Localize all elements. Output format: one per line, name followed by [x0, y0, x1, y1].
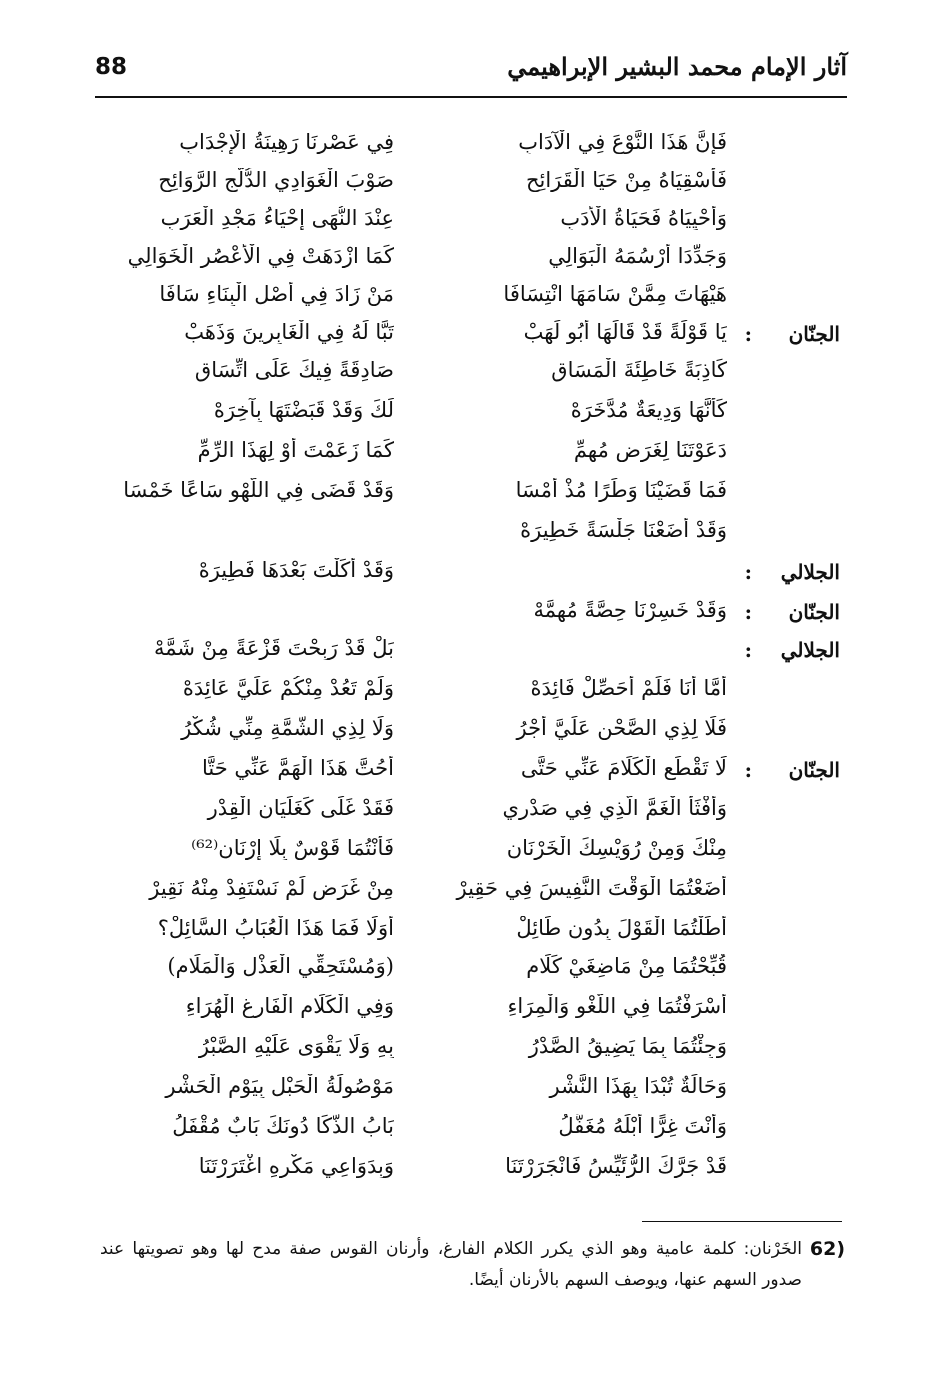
poem-line — [0, 202, 942, 242]
verse-second-hemistich: وَفِي الْكَلَامِ الْفَارِغِ الْهُرَاءِ — [185, 994, 394, 1018]
verse-second-hemistich: فَقَدْ غَلَى كَغَلَيَانِ الْقِدْرِ — [207, 796, 394, 820]
footnote-number: 62) — [809, 1238, 845, 1260]
verse-first-hemistich: وَأَنْتَ غِرًّا أَبْلَهُ مُغَفَّلُ — [558, 1114, 727, 1138]
verse-first-hemistich: أَطَلْتُمَا الْقَوْلَ بِدُونِ طَائِلْ — [516, 916, 727, 940]
verse-first-hemistich: أَضَعْتُمَا الْوَقْتَ النَّفِيسَ فِي حَقِيرْ — [456, 876, 727, 900]
verse-second-hemistich: مِنْ غَرَضٍ لَمْ نَسْتَفِدْ مِنْهُ نَقِيرْ — [149, 876, 394, 900]
verse-second-hemistich: فَأَنْتُمَا قَوْسٌ بِلَا إِرْنَانِ⁽⁶²⁾ — [191, 836, 394, 860]
speaker-colon: : — [744, 322, 752, 346]
verse-first-hemistich: كَاذِبَةً خَاطِئَةَ الْمَسَاقِ — [551, 358, 727, 382]
poem-line — [0, 1030, 942, 1070]
verse-second-hemistich: بِهِ وَلَا يَقْوَى عَلَيْهِ الصَّبْرُ — [198, 1034, 394, 1058]
verse-second-hemistich: صَادِقَةً فِيكَ عَلَى اتِّسَاقِ — [194, 358, 394, 382]
verse-second-hemistich: تَبًّا لَهُ فِي الْغَابِرِينَ وَذَهَبْ — [184, 320, 394, 344]
verse-second-hemistich: كَمَا زَعَمْتَ أَوْ لِهَذَا الرِّمِّ — [197, 438, 394, 462]
verse-first-hemistich: قَدْ جَرَّكَ الرُّئَيِّسُ فَانْجَرَرْتَنَا — [505, 1154, 727, 1178]
verse-first-hemistich: فَأَسْقِيَاهُ مِنْ حَيَا الْقَرَائِحِ — [525, 168, 727, 192]
verse-second-hemistich: وَلَا لِذِي الشَّمَّةِ مِنِّي شُكْرُ — [181, 716, 394, 740]
speaker-name: الجنّان — [788, 758, 840, 782]
verse-first-hemistich: وَقَدْ أَضَعْنَا جَلْسَةً خَطِيرَهْ — [520, 518, 727, 542]
poem-line — [0, 594, 942, 634]
poem-line — [0, 126, 942, 166]
verse-first-hemistich: وَجَدِّدَا أَرْسُمَهُ الْبَوَالِي — [548, 244, 727, 268]
verse-first-hemistich: وَأَفْثَأَ الْغَمَّ الَّذِي فِي صَدْرِي — [502, 796, 727, 820]
speaker-name: الجنّان — [788, 322, 840, 346]
poem-line — [0, 672, 942, 712]
speaker-name: الجلالي — [780, 638, 840, 662]
poem-line — [0, 514, 942, 554]
speaker-name: الجلالي — [780, 560, 840, 584]
poem-line — [0, 1110, 942, 1150]
verse-first-hemistich: فَمَا قَضَيْنَا وَطَرًا مُذْ أَمْسَا — [515, 478, 727, 502]
verse-first-hemistich: لَا تَقْطَعِ الْكَلَامَ عَنِّي حَتَّى — [520, 756, 727, 780]
verse-first-hemistich: فَإِنَّ هَذَا النَّوْعَ فِي الْآدَابِ — [518, 130, 727, 154]
verse-first-hemistich: هَيْهَاتَ مِمَّنْ سَامَهَا انْتِسَافَا — [503, 282, 727, 306]
poem-line — [0, 792, 942, 832]
verse-second-hemistich: مَوْصُولَةُ الْحَبْلِ بِيَوْمِ الْحَشْرِ — [165, 1074, 394, 1098]
poem-line — [0, 632, 942, 672]
poem-line — [0, 394, 942, 434]
verse-first-hemistich: وَأَحْيِيَاهُ فَحَيَاةُ الْأَدَبِ — [560, 206, 727, 230]
poem-line — [0, 872, 942, 912]
poem-line — [0, 278, 942, 318]
verse-second-hemistich: مَنْ زَادَ فِي أَصْلِ الْبِنَاءِ سَافَا — [159, 282, 394, 306]
speaker-colon: : — [744, 560, 752, 584]
speaker-colon: : — [744, 638, 752, 662]
poem-line — [0, 832, 942, 872]
poem-line — [0, 752, 942, 792]
verse-first-hemistich: وَحَالَةٌ تُبْدَا بِهَذَا النَّشْرِ — [549, 1074, 727, 1098]
verse-second-hemistich: صَوْبَ الْغَوَادِي الدُّلَّجِ الرَّوَائِحِ — [158, 168, 394, 192]
verse-first-hemistich: أَمَّا أَنَا فَلَمْ أُحَصِّلْ فَائِدَهْ — [530, 676, 727, 700]
poem-body — [0, 98, 942, 1208]
poem-line — [0, 474, 942, 514]
verse-second-hemistich: بَلْ قَدْ رَبِحْتَ قَزْعَةً مِنْ شَمَّهْ — [154, 636, 394, 660]
verse-second-hemistich: وَلَمْ تَعُدْ مِنْكُمْ عَلَيَّ عَائِدَهْ — [182, 676, 394, 700]
verse-first-hemistich: كَأَنَّهَا وَدِيعَةٌ مُدَّخَرَهْ — [570, 398, 727, 422]
verse-first-hemistich: مِنْكَ وَمِنْ رُوَيْسِكَ الْخَرْنَانِ — [506, 836, 727, 860]
page-number: 88 — [95, 54, 128, 80]
verse-second-hemistich: وَبِدَوَاعِي مَكْرِهِ اغْتَرَرْتَنَا — [198, 1154, 394, 1178]
verse-second-hemistich: كَمَا ازْدَهَتْ فِي الْأَعْصُرِ الْخَوَالِي — [127, 244, 394, 268]
poem-line — [0, 990, 942, 1030]
poem-line — [0, 1070, 942, 1110]
verse-second-hemistich: (وَمُسْتَحِقِّي الْعَذْلِ وَالْمَلَامِ) — [167, 954, 394, 978]
verse-second-hemistich: عِنْدَ النُّهَى إِحْيَاءُ مَجْدِ الْعَرَبِ — [160, 206, 394, 230]
verse-second-hemistich: بَابُ الذَّكَا دُونَكَ بَابٌ مُقْفَلُ — [172, 1114, 394, 1138]
poem-line — [0, 912, 942, 952]
poem-line — [0, 316, 942, 356]
speaker-colon: : — [744, 758, 752, 782]
poem-line — [0, 554, 942, 594]
verse-first-hemistich: فَلَا لِذِي الصَّحْنِ عَلَيَّ أَجْرُ — [516, 716, 727, 740]
page-header — [95, 40, 847, 98]
verse-second-hemistich: لَكَ وَقَدْ قَبَضْتَهَا بِآخِرَهْ — [213, 398, 394, 422]
footnote-text: الخَرْنان: كلمة عامية وهو الذي يكرر الكلام الفارغ، وأرنان القوس صفة مدح لها وهو تصويتها عند صدور السهم عنها، ويوصف السهم بالأرنان أيضًا. — [100, 1239, 802, 1290]
verse-second-hemistich: فِي عَصْرِنَا رَهِينَةُ الْإِجْدَابِ — [179, 130, 394, 154]
running-title: آثار الإمام محمد البشير الإبراهيمي — [507, 52, 847, 81]
verse-first-hemistich: وَجِئْتُمَا بِمَا يَضِيقُ الصَّدْرُ — [528, 1034, 727, 1058]
verse-first-hemistich: قُبِّحْتُمَا مِنْ مَاضِغَيْ كَلَامِ — [526, 954, 727, 978]
poem-line — [0, 712, 942, 752]
verse-first-hemistich: يَا قَوْلَةً قَدْ قَالَهَا أَبُو لَهَبْ — [523, 320, 727, 344]
verse-first-hemistich: وَقَدْ خَسِرْنَا حِصَّةً مُهِمَّهْ — [533, 598, 727, 622]
poem-line — [0, 950, 942, 990]
poem-line — [0, 354, 942, 394]
verse-first-hemistich: دَعَوْتَنَا لِغَرَضٍ مُهِمِّ — [573, 438, 727, 462]
speaker-name: الجنّان — [788, 600, 840, 624]
speaker-colon: : — [744, 600, 752, 624]
verse-first-hemistich: أَسْرَفْتُمَا فِي اللَّغْوِ وَالْمِرَاءِ — [507, 994, 727, 1018]
verse-second-hemistich: وَقَدْ أَكَلْتَ بَعْدَهَا فَطِيرَهْ — [198, 558, 394, 582]
poem-line — [0, 1150, 942, 1190]
poem-line — [0, 164, 942, 204]
verse-second-hemistich: أُحُتَّ هَذَا الْهَمَّ عَنِّي حَتَّا — [201, 756, 394, 780]
poem-line — [0, 434, 942, 474]
verse-second-hemistich: وَقَدْ قَضَى فِي اللَّهْوِ سَاعًا خَمْسَا — [123, 478, 394, 502]
poem-line — [0, 240, 942, 280]
footnote-rule — [642, 1221, 842, 1222]
verse-second-hemistich: أَوَلَا فَمَا هَذَا الْعُبَابُ السَّائِلْ؟ — [157, 916, 394, 940]
